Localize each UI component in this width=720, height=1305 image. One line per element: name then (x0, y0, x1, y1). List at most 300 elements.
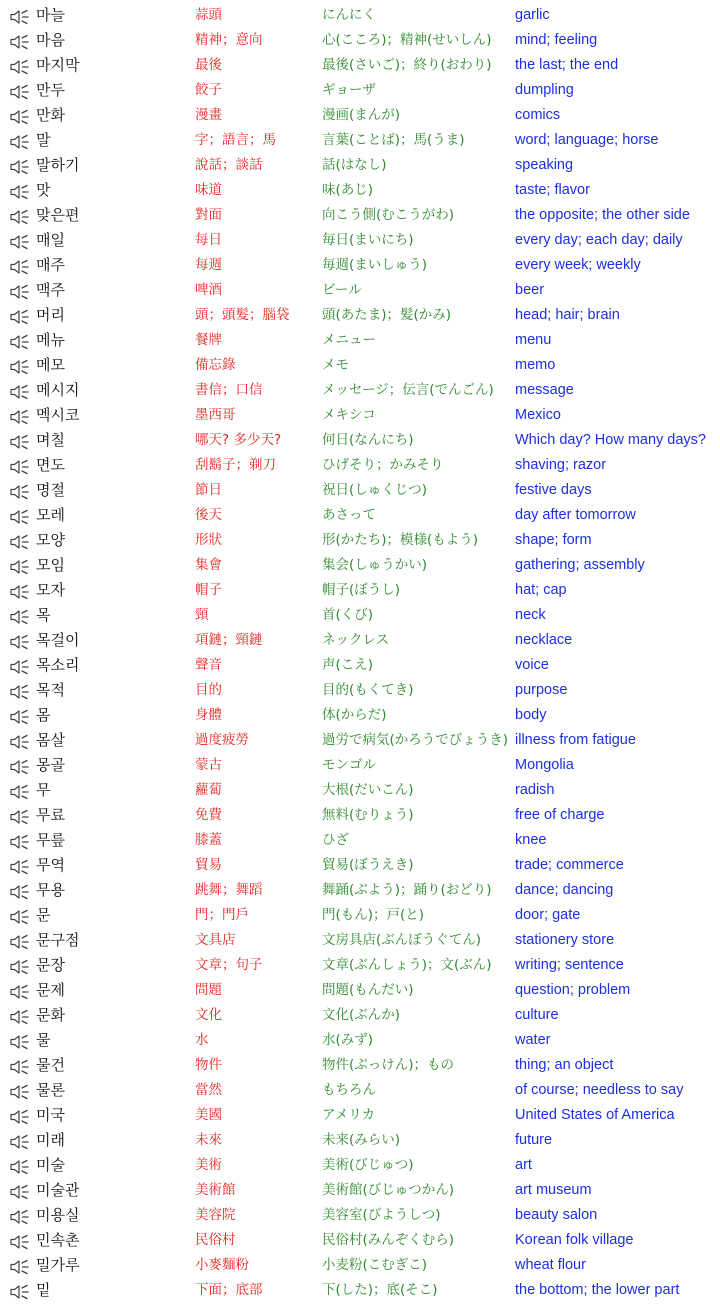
korean-word: 면도 (36, 456, 65, 474)
speaker-icon[interactable] (10, 904, 30, 929)
chinese-translation: 小麥麵粉 (195, 1257, 249, 1273)
korean-word: 매일 (36, 231, 65, 249)
korean-word: 무 (36, 781, 51, 799)
english-translation: body (515, 707, 547, 723)
chinese-translation: 文章；句子 (195, 957, 263, 973)
vocab-row (0, 953, 720, 978)
korean-word: 목적 (36, 681, 65, 699)
korean-word: 물론 (36, 1081, 65, 1099)
speaker-icon[interactable] (10, 1129, 30, 1154)
japanese-translation: 話(はなし) (322, 157, 387, 173)
japanese-translation: 大根(だいこん) (322, 782, 414, 798)
japanese-translation: 味(あじ) (322, 182, 374, 198)
english-translation: festive days (515, 482, 592, 498)
japanese-translation: 舞踊(ぶよう)；踊り(おどり) (322, 882, 492, 898)
korean-word: 마늘 (36, 6, 65, 24)
chinese-translation: 美術 (195, 1157, 222, 1173)
japanese-translation: 毎週(まいしゅう) (322, 257, 428, 273)
english-translation: shape; form (515, 532, 592, 548)
chinese-translation: 墨西哥 (195, 407, 236, 423)
english-translation: the opposite; the other side (515, 207, 690, 223)
korean-word: 멕시코 (36, 406, 80, 424)
english-translation: thing; an object (515, 1057, 614, 1073)
chinese-translation: 身體 (195, 707, 222, 723)
chinese-translation: 字；語言；馬 (195, 132, 276, 148)
korean-word: 문화 (36, 1006, 65, 1024)
vocab-row (0, 728, 720, 753)
vocab-row (0, 228, 720, 253)
speaker-icon[interactable] (10, 379, 30, 404)
vocab-row (0, 1278, 720, 1303)
speaker-icon[interactable] (10, 954, 30, 979)
vocab-row (0, 778, 720, 803)
speaker-icon[interactable] (10, 554, 30, 579)
chinese-translation: 餃子 (195, 82, 222, 98)
korean-word: 맞은편 (36, 206, 80, 224)
japanese-translation: 美術(びじゅつ) (322, 1157, 414, 1173)
japanese-translation: 形(かたち)；模様(もよう) (322, 532, 479, 548)
korean-word: 문 (36, 906, 51, 924)
japanese-translation: 頭(あたま)；髪(かみ) (322, 307, 452, 323)
speaker-icon[interactable] (10, 1004, 30, 1029)
vocab-row (0, 628, 720, 653)
speaker-icon[interactable] (10, 454, 30, 479)
chinese-translation: 免費 (195, 807, 222, 823)
korean-word: 모양 (36, 531, 65, 549)
korean-word: 머리 (36, 306, 65, 324)
speaker-icon[interactable] (10, 1154, 30, 1179)
chinese-translation: 哪天? 多少天? (195, 432, 282, 448)
english-translation: of course; needless to say (515, 1082, 684, 1098)
japanese-translation: メニュー (322, 332, 376, 348)
korean-word: 만화 (36, 106, 65, 124)
english-translation: trade; commerce (515, 857, 624, 873)
japanese-translation: 首(くび) (322, 607, 374, 623)
korean-word: 명절 (36, 481, 65, 499)
english-translation: dance; dancing (515, 882, 614, 898)
vocab-row (0, 978, 720, 1003)
chinese-translation: 問題 (195, 982, 222, 998)
chinese-translation: 膝蓋 (195, 832, 222, 848)
japanese-translation: 言葉(ことば)；馬(うま) (322, 132, 465, 148)
english-translation: Korean folk village (515, 1232, 634, 1248)
speaker-icon[interactable] (10, 279, 30, 304)
vocab-row (0, 128, 720, 153)
vocab-row (0, 703, 720, 728)
japanese-translation: ギョーザ (322, 82, 376, 98)
japanese-translation: 漫画(まんが) (322, 107, 401, 123)
japanese-translation: 貿易(ぼうえき) (322, 857, 414, 873)
japanese-translation: アメリカ (322, 1107, 376, 1123)
vocab-row (0, 28, 720, 53)
speaker-icon[interactable] (10, 1054, 30, 1079)
japanese-translation: 門(もん)；戸(と) (322, 907, 425, 923)
english-translation: speaking (515, 157, 574, 173)
korean-word: 마지막 (36, 56, 80, 74)
english-translation: beer (515, 282, 545, 298)
speaker-icon[interactable] (10, 4, 30, 29)
vocab-row (0, 1153, 720, 1178)
english-translation: free of charge (515, 807, 605, 823)
english-translation: comics (515, 107, 561, 123)
english-translation: every week; weekly (515, 257, 641, 273)
vocab-row (0, 528, 720, 553)
vocab-row (0, 328, 720, 353)
korean-word: 몸 (36, 706, 51, 724)
japanese-translation: 物件(ぶっけん)；もの (322, 1057, 455, 1073)
speaker-icon[interactable] (10, 654, 30, 679)
speaker-icon[interactable] (10, 1279, 30, 1304)
speaker-icon[interactable] (10, 979, 30, 1004)
korean-word: 마음 (36, 31, 65, 49)
chinese-translation: 味道 (195, 182, 222, 198)
japanese-translation: 体(からだ) (322, 707, 387, 723)
japanese-translation: 水(みず) (322, 1032, 374, 1048)
japanese-translation: 問題(もんだい) (322, 982, 414, 998)
chinese-translation: 刮鬍子；剃刀 (195, 457, 276, 473)
speaker-icon[interactable] (10, 754, 30, 779)
korean-word: 몽골 (36, 756, 65, 774)
english-translation: dumpling (515, 82, 574, 98)
japanese-translation: ネックレス (322, 632, 390, 648)
chinese-translation: 書信；口信 (195, 382, 263, 398)
japanese-translation: 向こう側(むこうがわ) (322, 207, 455, 223)
chinese-translation: 當然 (195, 1082, 222, 1098)
english-translation: head; hair; brain (515, 307, 620, 323)
speaker-icon[interactable] (10, 829, 30, 854)
speaker-icon[interactable] (10, 129, 30, 154)
korean-word: 맥주 (36, 281, 65, 299)
english-translation: Mongolia (515, 757, 574, 773)
english-translation: the last; the end (515, 57, 619, 73)
speaker-icon[interactable] (10, 704, 30, 729)
korean-word: 무릎 (36, 831, 65, 849)
korean-word: 며칠 (36, 431, 65, 449)
speaker-icon[interactable] (10, 1229, 30, 1254)
japanese-translation: 文章(ぶんしょう)；文(ぶん) (322, 957, 492, 973)
chinese-translation: 美術館 (195, 1182, 236, 1198)
korean-word: 무역 (36, 856, 65, 874)
speaker-icon[interactable] (10, 1029, 30, 1054)
english-translation: taste; flavor (515, 182, 590, 198)
korean-word: 몸살 (36, 731, 65, 749)
japanese-translation: モンゴル (322, 757, 376, 773)
japanese-translation: 毎日(まいにち) (322, 232, 414, 248)
chinese-translation: 餐牌 (195, 332, 222, 348)
speaker-icon[interactable] (10, 79, 30, 104)
speaker-icon[interactable] (10, 879, 30, 904)
japanese-translation: メッセージ；伝言(でんごん) (322, 382, 494, 398)
chinese-translation: 聲音 (195, 657, 222, 673)
vocab-row (0, 103, 720, 128)
chinese-translation: 對面 (195, 207, 222, 223)
chinese-translation: 下面；底部 (195, 1282, 263, 1298)
speaker-icon[interactable] (10, 179, 30, 204)
speaker-icon[interactable] (10, 929, 30, 954)
korean-word: 말하기 (36, 156, 80, 174)
vocab-row (0, 3, 720, 28)
korean-word: 매주 (36, 256, 65, 274)
chinese-translation: 備忘錄 (195, 357, 236, 373)
korean-word: 목걸이 (36, 631, 80, 649)
vocab-row (0, 853, 720, 878)
vocab-row (0, 303, 720, 328)
english-translation: radish (515, 782, 555, 798)
vocab-row (0, 378, 720, 403)
japanese-translation: 声(こえ) (322, 657, 374, 673)
vocab-row (0, 903, 720, 928)
chinese-translation: 說話；談話 (195, 157, 263, 173)
english-translation: future (515, 1132, 553, 1148)
english-translation: mind; feeling (515, 32, 598, 48)
korean-word: 목 (36, 606, 51, 624)
english-translation: knee (515, 832, 547, 848)
vocab-row (0, 828, 720, 853)
vocab-row (0, 878, 720, 903)
vocab-row (0, 803, 720, 828)
vocab-row (0, 1128, 720, 1153)
english-translation: United States of America (515, 1107, 675, 1123)
chinese-translation: 每日 (195, 232, 222, 248)
korean-word: 문장 (36, 956, 65, 974)
speaker-icon[interactable] (10, 429, 30, 454)
speaker-icon[interactable] (10, 629, 30, 654)
english-translation: art (515, 1157, 532, 1173)
japanese-translation: 未来(みらい) (322, 1132, 401, 1148)
korean-word: 물건 (36, 1056, 65, 1074)
vocab-row (0, 1178, 720, 1203)
japanese-translation: 集会(しゅうかい) (322, 557, 428, 573)
speaker-icon[interactable] (10, 54, 30, 79)
speaker-icon[interactable] (10, 604, 30, 629)
speaker-icon[interactable] (10, 329, 30, 354)
korean-word: 목소리 (36, 656, 80, 674)
japanese-translation: 何日(なんにち) (322, 432, 414, 448)
japanese-translation: 目的(もくてき) (322, 682, 414, 698)
vocab-row (0, 928, 720, 953)
japanese-translation: 文房具店(ぶんぼうぐてん) (322, 932, 482, 948)
korean-word: 모레 (36, 506, 65, 524)
english-translation: wheat flour (515, 1257, 586, 1273)
speaker-icon[interactable] (10, 1204, 30, 1229)
english-translation: garlic (515, 7, 550, 23)
japanese-translation: 最後(さいご)；終り(おわり) (322, 57, 492, 73)
vocab-row (0, 78, 720, 103)
speaker-icon[interactable] (10, 29, 30, 54)
korean-word: 맛 (36, 181, 51, 199)
english-translation: voice (515, 657, 549, 673)
english-translation: neck (515, 607, 546, 623)
speaker-icon[interactable] (10, 1179, 30, 1204)
chinese-translation: 美國 (195, 1107, 222, 1123)
chinese-translation: 過度疲勞 (195, 732, 249, 748)
japanese-translation: 祝日(しゅくじつ) (322, 482, 428, 498)
speaker-icon[interactable] (10, 354, 30, 379)
english-translation: culture (515, 1007, 559, 1023)
vocab-row (0, 1253, 720, 1278)
japanese-translation: あさって (322, 507, 376, 523)
speaker-icon[interactable] (10, 1254, 30, 1279)
japanese-translation: 文化(ぶんか) (322, 1007, 401, 1023)
chinese-translation: 精神；意向 (195, 32, 263, 48)
korean-word: 미래 (36, 1131, 65, 1149)
japanese-translation: ひげそり；かみそり (322, 457, 444, 473)
speaker-icon[interactable] (10, 679, 30, 704)
vocab-row (0, 478, 720, 503)
korean-word: 밑 (36, 1281, 51, 1299)
korean-word: 물 (36, 1031, 51, 1049)
chinese-translation: 頸 (195, 607, 209, 623)
chinese-translation: 啤酒 (195, 282, 222, 298)
speaker-icon[interactable] (10, 104, 30, 129)
vocab-row (0, 1203, 720, 1228)
vocab-row (0, 1228, 720, 1253)
english-translation: art museum (515, 1182, 592, 1198)
english-translation: writing; sentence (515, 957, 624, 973)
speaker-icon[interactable] (10, 729, 30, 754)
korean-word: 모임 (36, 556, 65, 574)
speaker-icon[interactable] (10, 154, 30, 179)
korean-word: 미용실 (36, 1206, 80, 1224)
vocab-row (0, 678, 720, 703)
vocab-row (0, 603, 720, 628)
korean-word: 메시지 (36, 381, 80, 399)
vocab-row (0, 353, 720, 378)
chinese-translation: 蒜頭 (195, 7, 222, 23)
korean-word: 민속촌 (36, 1231, 80, 1249)
chinese-translation: 最後 (195, 57, 222, 73)
speaker-icon[interactable] (10, 304, 30, 329)
english-translation: purpose (515, 682, 568, 698)
speaker-icon[interactable] (10, 229, 30, 254)
korean-word: 미국 (36, 1106, 65, 1124)
korean-word: 메뉴 (36, 331, 65, 349)
vocab-row (0, 578, 720, 603)
vocabulary-list (0, 3, 720, 1303)
chinese-translation: 門；門戶 (195, 907, 249, 923)
speaker-icon[interactable] (10, 579, 30, 604)
english-translation: the bottom; the lower part (515, 1282, 680, 1298)
english-translation: word; language; horse (515, 132, 659, 148)
chinese-translation: 民俗村 (195, 1232, 236, 1248)
vocab-row (0, 278, 720, 303)
vocab-row (0, 503, 720, 528)
japanese-translation: 心(こころ)；精神(せいしん) (322, 32, 492, 48)
japanese-translation: 無料(むりょう) (322, 807, 414, 823)
chinese-translation: 未來 (195, 1132, 222, 1148)
english-translation: stationery store (515, 932, 615, 948)
chinese-translation: 貿易 (195, 857, 222, 873)
vocab-row (0, 1103, 720, 1128)
japanese-translation: もちろん (322, 1082, 376, 1098)
chinese-translation: 美容院 (195, 1207, 236, 1223)
vocab-row (0, 178, 720, 203)
vocab-row (0, 1003, 720, 1028)
speaker-icon[interactable] (10, 1079, 30, 1104)
speaker-icon[interactable] (10, 204, 30, 229)
korean-word: 문제 (36, 981, 65, 999)
chinese-translation: 形狀 (195, 532, 222, 548)
speaker-icon[interactable] (10, 1104, 30, 1129)
english-translation: illness from fatigue (515, 732, 636, 748)
japanese-translation: 美術館(びじゅつかん) (322, 1182, 455, 1198)
chinese-translation: 蘿蔔 (195, 782, 222, 798)
korean-word: 메모 (36, 356, 65, 374)
japanese-translation: にんにく (322, 7, 376, 23)
english-translation: day after tomorrow (515, 507, 636, 523)
chinese-translation: 後天 (195, 507, 222, 523)
korean-word: 문구점 (36, 931, 80, 949)
korean-word: 무용 (36, 881, 65, 899)
vocab-row (0, 653, 720, 678)
chinese-translation: 項鏈；頸鏈 (195, 632, 263, 648)
vocab-row (0, 1053, 720, 1078)
speaker-icon[interactable] (10, 404, 30, 429)
japanese-translation: 小麦粉(こむぎこ) (322, 1257, 428, 1273)
japanese-translation: 過労で病気(かろうでびょうき) (322, 732, 509, 748)
speaker-icon[interactable] (10, 529, 30, 554)
vocab-row (0, 253, 720, 278)
japanese-translation: 下(した)；底(そこ) (322, 1282, 438, 1298)
speaker-icon[interactable] (10, 779, 30, 804)
korean-word: 말 (36, 131, 51, 149)
english-translation: question; problem (515, 982, 631, 998)
speaker-icon[interactable] (10, 854, 30, 879)
english-translation: gathering; assembly (515, 557, 645, 573)
chinese-translation: 帽子 (195, 582, 222, 598)
english-translation: water (515, 1032, 551, 1048)
japanese-translation: ビール (322, 282, 362, 298)
chinese-translation: 目的 (195, 682, 222, 698)
chinese-translation: 物件 (195, 1057, 222, 1073)
chinese-translation: 節日 (195, 482, 222, 498)
english-translation: beauty salon (515, 1207, 598, 1223)
chinese-translation: 文化 (195, 1007, 222, 1023)
japanese-translation: 帽子(ぼうし) (322, 582, 401, 598)
vocab-row (0, 428, 720, 453)
speaker-icon[interactable] (10, 504, 30, 529)
vocab-row (0, 1078, 720, 1103)
speaker-icon[interactable] (10, 254, 30, 279)
speaker-icon[interactable] (10, 479, 30, 504)
english-translation: door; gate (515, 907, 581, 923)
chinese-translation: 文具店 (195, 932, 236, 948)
vocab-row (0, 53, 720, 78)
chinese-translation: 集會 (195, 557, 222, 573)
chinese-translation: 跳舞；舞蹈 (195, 882, 263, 898)
japanese-translation: 美容室(びようしつ) (322, 1207, 441, 1223)
english-translation: hat; cap (515, 582, 567, 598)
japanese-translation: 民俗村(みんぞくむら) (322, 1232, 455, 1248)
english-translation: shaving; razor (515, 457, 607, 473)
english-translation: menu (515, 332, 552, 348)
chinese-translation: 漫畫 (195, 107, 222, 123)
vocab-row (0, 753, 720, 778)
speaker-icon[interactable] (10, 804, 30, 829)
korean-word: 모자 (36, 581, 65, 599)
korean-word: 무료 (36, 806, 65, 824)
vocab-row (0, 1028, 720, 1053)
korean-word: 미술관 (36, 1181, 80, 1199)
korean-word: 만두 (36, 81, 65, 99)
english-translation: every day; each day; daily (515, 232, 683, 248)
korean-word: 미술 (36, 1156, 65, 1174)
english-translation: message (515, 382, 574, 398)
english-translation: Mexico (515, 407, 561, 423)
english-translation: necklace (515, 632, 573, 648)
korean-word: 밀가루 (36, 1256, 80, 1274)
japanese-translation: ひざ (322, 832, 349, 848)
